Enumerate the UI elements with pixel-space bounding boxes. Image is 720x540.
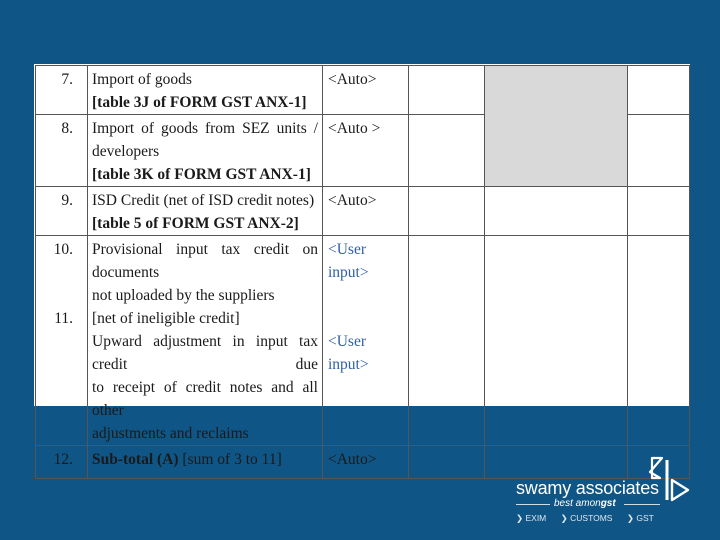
row-description-line: not uploaded by the suppliers: [92, 287, 275, 304]
row-source: <Auto>: [323, 187, 409, 236]
empty-cell: [409, 236, 485, 446]
empty-cell: [628, 66, 690, 115]
row-number: 10.: [53, 241, 73, 258]
row-reference: [table 3J of FORM GST ANX-1]: [92, 94, 307, 111]
logo-services: [516, 513, 666, 524]
row-description-line: Provisional input tax credit on documents: [92, 241, 318, 281]
divider: [624, 504, 660, 505]
user-input-label: <User input>: [328, 333, 369, 373]
empty-cell: [628, 115, 690, 187]
row-description-line: Import of goods: [92, 71, 192, 88]
subtotal-note: [sum of 3 to 11]: [178, 451, 282, 468]
row-description-line: Upward adjustment in input tax credit due: [92, 333, 318, 373]
empty-cell: [628, 187, 690, 236]
row-description-line: developers: [92, 143, 160, 160]
logo-tagline: best amongst: [554, 498, 616, 509]
row-description-line: Import of goods from SEZ units /: [92, 120, 318, 137]
user-input-label: <User input>: [328, 241, 369, 281]
table-row: [36, 66, 690, 115]
row-reference: [table 5 of FORM GST ANX-2]: [92, 215, 299, 232]
empty-cell: [409, 66, 485, 115]
empty-cell: [409, 446, 485, 479]
row-description: [88, 115, 323, 187]
gst-table-sheet: [34, 64, 690, 468]
empty-cell: [628, 236, 690, 446]
empty-cell: [485, 187, 628, 236]
row-description: [88, 446, 323, 479]
row-number: 12.: [36, 446, 88, 479]
logo-name: swamy associates: [516, 478, 659, 498]
row-description-line: ISD Credit (net of ISD credit notes): [92, 192, 315, 209]
empty-cell: [485, 236, 628, 446]
row-numbers: [36, 236, 88, 446]
spacer: [36, 261, 73, 284]
empty-cell: [409, 115, 485, 187]
spacer: [328, 307, 408, 330]
row-description: [88, 66, 323, 115]
row-source: <Auto>: [323, 66, 409, 115]
row-number: 7.: [36, 66, 88, 115]
row-source: <Auto>: [323, 446, 409, 479]
divider: [516, 504, 550, 505]
service-item: ❯ CUSTOMS: [560, 513, 613, 523]
greyed-cell: [485, 66, 628, 187]
row-description-line: [net of ineligible credit]: [92, 310, 240, 327]
row-description: [88, 236, 323, 446]
service-item: ❯ EXIM: [516, 513, 547, 523]
row-description: [88, 187, 323, 236]
service-item: ❯ GST: [626, 513, 654, 523]
row-reference: [table 3K of FORM GST ANX-1]: [92, 166, 311, 183]
gst-itc-table: [35, 65, 690, 479]
row-number: 8.: [36, 115, 88, 187]
row-description-line: to receipt of credit notes and all other: [92, 379, 318, 419]
row-description-line: adjustments and reclaims: [92, 425, 249, 442]
spacer: [36, 284, 73, 307]
table-row: [36, 236, 690, 446]
row-number: 11.: [54, 310, 73, 327]
subtotal-label: Sub-total (A): [92, 451, 179, 468]
company-logo: [516, 456, 696, 528]
row-number: 9.: [36, 187, 88, 236]
row-source: [323, 236, 409, 446]
spacer: [328, 284, 408, 307]
empty-cell: [409, 187, 485, 236]
row-source: <Auto >: [323, 115, 409, 187]
table-row: [36, 187, 690, 236]
